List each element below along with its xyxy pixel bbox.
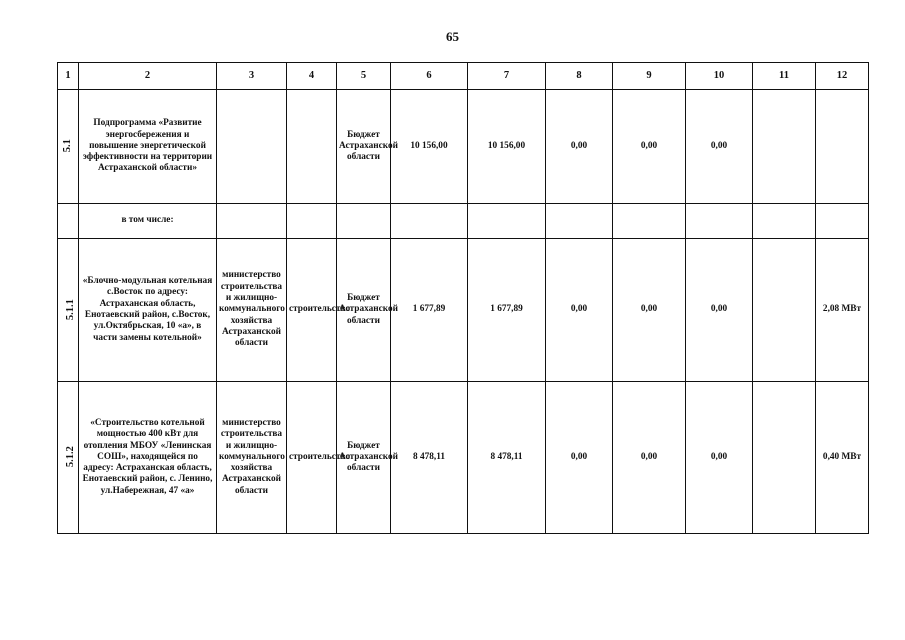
value-cell-7: 10 156,00 xyxy=(468,90,546,204)
value-cell-11 xyxy=(753,239,816,382)
row-name-cell: Подпрограмма «Развитие энергосбережения и повышение энергетической эффективности на территории Астраханской области» xyxy=(79,90,217,204)
executor-cell: министерство строительства и жилищно-коммунального хозяйства Астраханской области xyxy=(217,382,287,534)
row-id-cell xyxy=(58,382,79,534)
column-header: 2 xyxy=(79,63,217,90)
column-header: 3 xyxy=(217,63,287,90)
header-row xyxy=(58,63,869,90)
type-cell xyxy=(287,90,337,204)
row-id-cell xyxy=(58,204,79,239)
type-cell: строительство xyxy=(287,239,337,382)
value-cell-6: 1 677,89 xyxy=(391,239,468,382)
row-name-cell: «Блочно-модульная котельная с.Восток по адресу: Астраханская область, Енотаевский район, с.Восток, ул.Октябрьская, 10 «а», в части замены котельной» xyxy=(79,239,217,382)
row-name-cell: «Строительство котельной мощностью 400 кВт для отопления МБОУ «Ленинская СОШ», находящейся по адресу: Астраханская область, Енотаевский район, с. Ленино, ул.Набережная, 47 «а» xyxy=(79,382,217,534)
empty-cell xyxy=(337,204,391,239)
subheading-cell: в том числе: xyxy=(79,204,217,239)
column-header: 4 xyxy=(287,63,337,90)
value-cell-9: 0,00 xyxy=(613,239,686,382)
row-id: 5.1 xyxy=(62,139,74,153)
row-id: 5.1.1 xyxy=(64,298,76,320)
source-cell: Бюджет Астраханской области xyxy=(337,239,391,382)
table-row xyxy=(58,204,869,239)
value-cell-12: 0,40 МВт xyxy=(816,382,869,534)
empty-cell xyxy=(686,204,753,239)
row-id: 5.1.2 xyxy=(64,446,76,468)
value-cell-7: 1 677,89 xyxy=(468,239,546,382)
page-number: 65 xyxy=(446,29,459,44)
empty-cell xyxy=(816,204,869,239)
column-header: 9 xyxy=(613,63,686,90)
value-cell-10: 0,00 xyxy=(686,239,753,382)
value-cell-8: 0,00 xyxy=(546,239,613,382)
type-cell: строительство xyxy=(287,382,337,534)
empty-cell xyxy=(217,204,287,239)
column-header: 11 xyxy=(753,63,816,90)
empty-cell xyxy=(546,204,613,239)
column-header: 8 xyxy=(546,63,613,90)
column-header: 12 xyxy=(816,63,869,90)
value-cell-12: 2,08 МВт xyxy=(816,239,869,382)
empty-cell xyxy=(468,204,546,239)
executor-cell: министерство строительства и жилищно-коммунального хозяйства Астраханской области xyxy=(217,239,287,382)
source-cell: Бюджет Астраханской области xyxy=(337,382,391,534)
column-header: 7 xyxy=(468,63,546,90)
table-row xyxy=(58,90,869,204)
value-cell-7: 8 478,11 xyxy=(468,382,546,534)
data-table xyxy=(57,62,869,534)
source-cell: Бюджет Астраханской области xyxy=(337,90,391,204)
value-cell-6: 10 156,00 xyxy=(391,90,468,204)
table-row xyxy=(58,239,869,382)
executor-cell xyxy=(217,90,287,204)
column-header: 6 xyxy=(391,63,468,90)
row-id-cell xyxy=(58,239,79,382)
value-cell-10: 0,00 xyxy=(686,382,753,534)
empty-cell xyxy=(391,204,468,239)
row-id-cell xyxy=(58,90,79,204)
column-header: 5 xyxy=(337,63,391,90)
value-cell-9: 0,00 xyxy=(613,382,686,534)
value-cell-11 xyxy=(753,90,816,204)
column-header: 10 xyxy=(686,63,753,90)
value-cell-9: 0,00 xyxy=(613,90,686,204)
value-cell-6: 8 478,11 xyxy=(391,382,468,534)
value-cell-12 xyxy=(816,90,869,204)
column-header: 1 xyxy=(58,63,79,90)
empty-cell xyxy=(753,204,816,239)
value-cell-8: 0,00 xyxy=(546,90,613,204)
value-cell-10: 0,00 xyxy=(686,90,753,204)
table-row xyxy=(58,382,869,534)
value-cell-8: 0,00 xyxy=(546,382,613,534)
empty-cell xyxy=(287,204,337,239)
empty-cell xyxy=(613,204,686,239)
value-cell-11 xyxy=(753,382,816,534)
